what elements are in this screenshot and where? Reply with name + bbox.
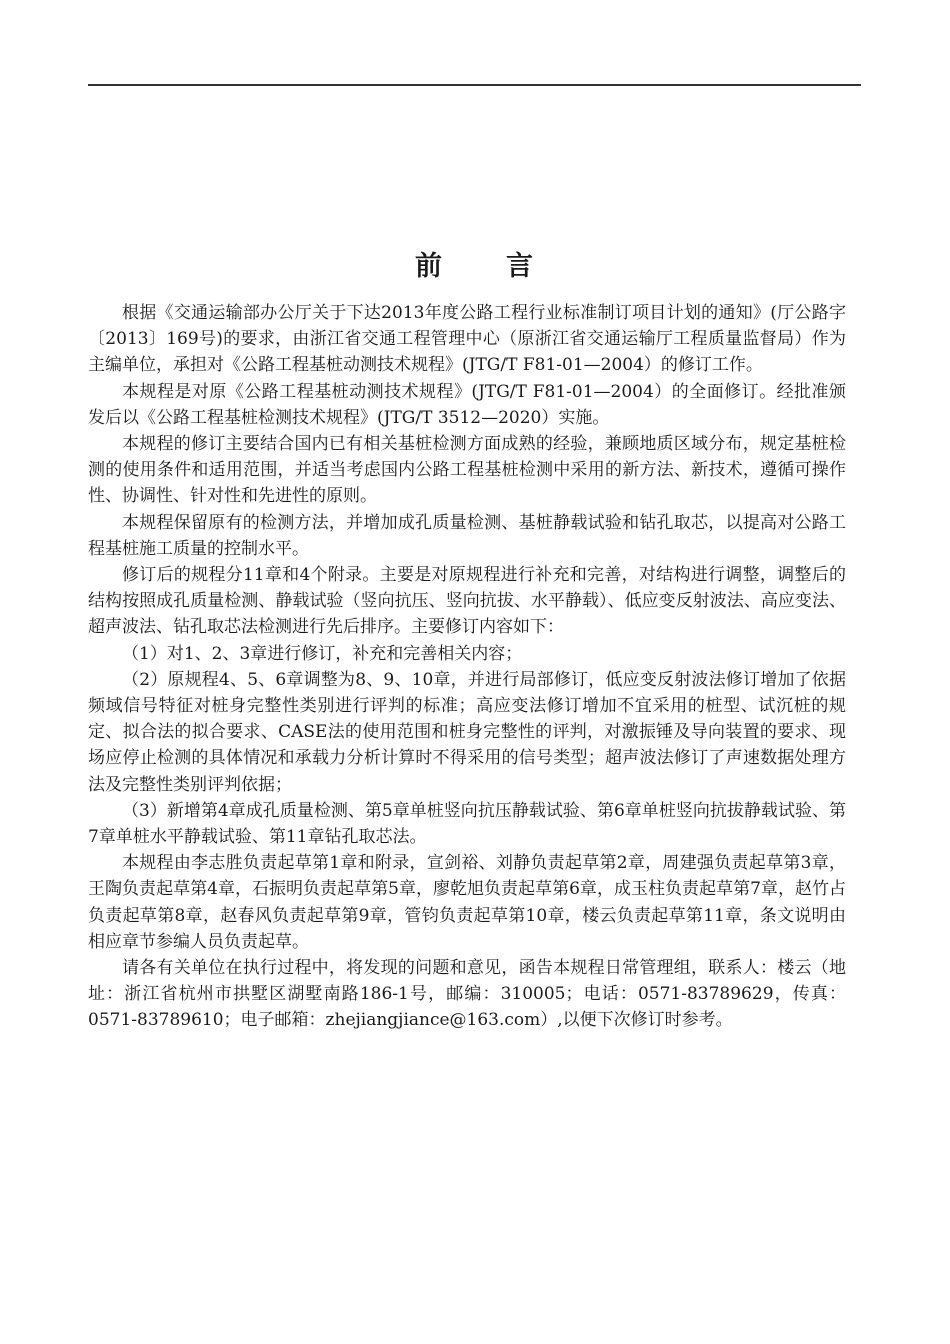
page-title-part-1: 前 — [415, 251, 444, 283]
page-title — [0, 244, 950, 283]
paragraph-principles: 本规程的修订主要结合国内已有相关基桩检测方面成熟的经验，兼顾地质区域分布，规定基桩检测的使用条件和适用范围，并适当考虑国内公路工程基桩检测中采用的新方法、新技术，遵循可操作性、协调性、针对性和先进性的原则。 — [88, 434, 846, 507]
preface-body — [88, 300, 846, 1034]
paragraph-contact: 请各有关单位在执行过程中，将发现的问题和意见，函告本规程日常管理组，联系人：楼云（地址：浙江省杭州市拱墅区湖墅南路186-1号，邮编：310005；电话：0571-83789629，传真：0571-83789610；电子邮箱：zhejiangjiance@163.com）,以便下次修订时参考。 — [88, 958, 846, 1031]
paragraph-revision-scope: 本规程是对原《公路工程基桩动测技术规程》(JTG/T F81-01—2004）的全面修订。经批准颁发后以《公路工程基桩检测技术规程》(JTG/T 3512—2020）实施。 — [88, 381, 846, 428]
paragraph-drafters: 本规程由李志胜负责起草第1章和附录，宣剑裕、刘静负责起草第2章，周建强负责起草第3章，王陶负责起草第4章，石振明负责起草第5章，廖乾旭负责起草第6章，成玉柱负责起草第7章，赵竹占负责起草第8章，赵春风负责起草第9章，管钧负责起草第10章，楼云负责起草第11章，条文说明由相应章节参编人员负责起草。 — [88, 853, 846, 952]
paragraph-item-3: （3）新增第4章成孔质量检测、第5章单桩竖向抗压静载试验、第6章单桩竖向抗拔静载试验、第7章单桩水平静载试验、第11章钻孔取芯法。 — [88, 800, 846, 848]
paragraph-structure: 修订后的规程分11章和4个附录。主要是对原规程进行补充和完善，对结构进行调整，调整后的结构按照成孔质量检测、静载试验（竖向抗压、竖向抗拔、水平静载）、低应变反射波法、高应变法、超声波法、钻孔取芯法检测进行先后排序。主要修订内容如下： — [88, 565, 846, 638]
paragraph-methods: 本规程保留原有的检测方法，并增加成孔质量检测、基桩静载试验和钻孔取芯，以提高对公路工程基桩施工质量的控制水平。 — [88, 512, 846, 559]
header-rule — [88, 84, 861, 86]
paragraph-item-1: （1）对1、2、3章进行修订，补充和完善相关内容； — [122, 643, 523, 664]
paragraph-item-2: （2）原规程4、5、6章调整为8、9、10章，并进行局部修订，低应变反射波法修订增加了依据频域信号特征对桩身完整性类别进行评判的标准；高应变法修订增加不宜采用的桩型、试沉桩的规定、拟合法的拟合要求、CASE法的使用范围和桩身完整性的评判，对激振锤及导向装置的要求、现场应停止检测的具体情况和承载力分析计算时不得采用的信号类型；超声波法修订了声速数据处理方法及完整性类别评判依据； — [88, 669, 846, 795]
page-title-part-2: 言 — [506, 251, 535, 283]
paragraph-basis: 根据《交通运输部办公厅关于下达2013年度公路工程行业标准制订项目计划的通知》(厅公路字〔2013〕169号)的要求，由浙江省交通工程管理中心（原浙江省交通运输厅工程质量监督局）作为主编单位，承担对《公路工程基桩动测技术规程》(JTG/T F81-01—2004）的修订工作。 — [88, 303, 846, 376]
